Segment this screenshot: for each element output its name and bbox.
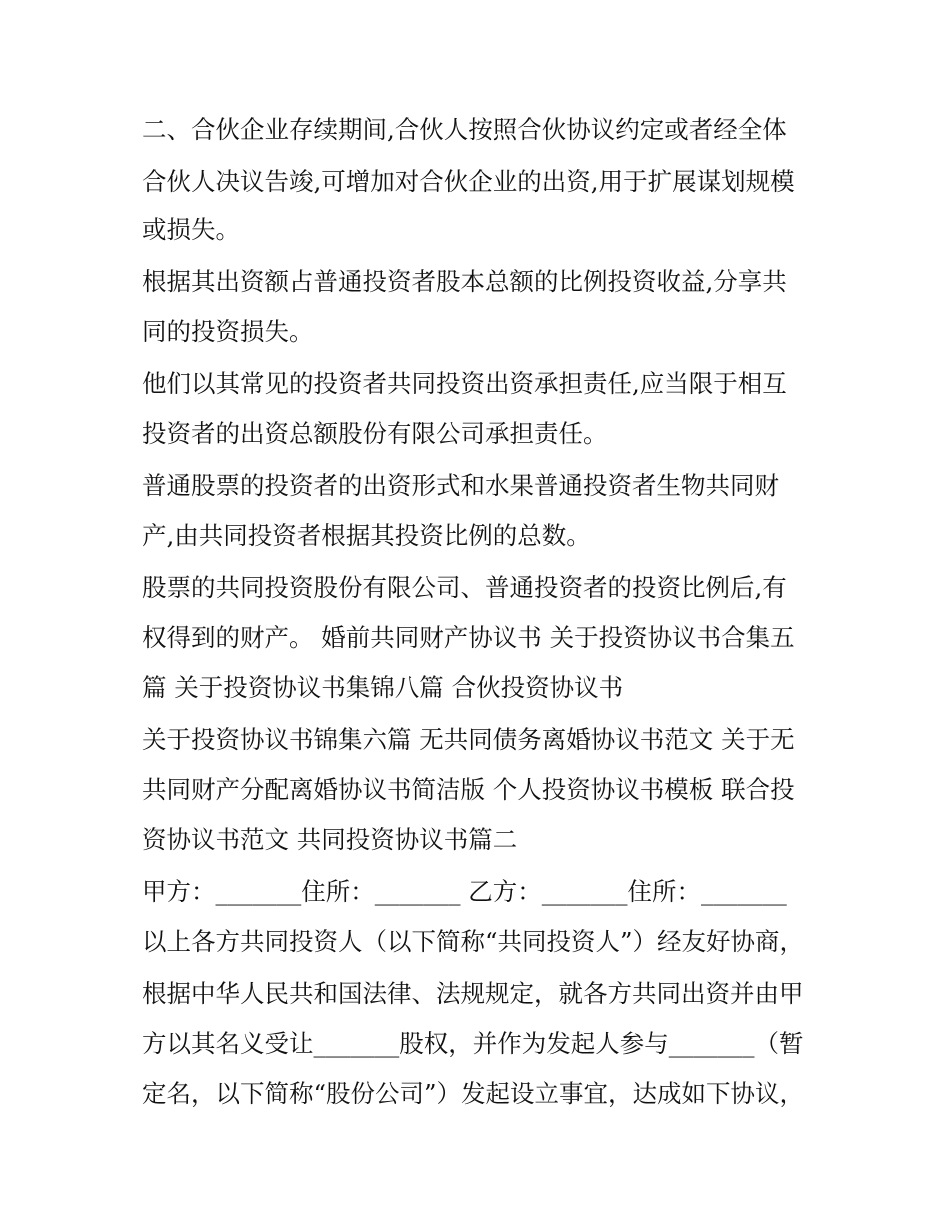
text-line: 二、合伙企业存续期间,合伙人按照合伙协议约定或者经全体 (142, 115, 787, 144)
text-line: 根据中华人民共和国法律、法规规定，就各方共同出资并由甲 (142, 979, 804, 1008)
text-line: 定名，以下简称“股份公司”）发起设立事宜，达成如下协议， (142, 1079, 805, 1108)
text-line: 资协议书范文 共同投资协议书篇二 (142, 825, 518, 854)
text-line: 共同财产分配离婚协议书简洁版 个人投资协议书模板 联合投 (142, 775, 795, 804)
text-line: 关于投资协议书锦集六篇 无共同债务离婚协议书范文 关于无 (142, 725, 795, 754)
text-line: 产,由共同投资者根据其投资比例的总数。 (142, 521, 591, 550)
text-line: 根据其出资额占普通投资者股本总额的比例投资收益,分享共 (142, 267, 787, 296)
text-line: 方以其名义受让_______股权，并作为发起人参与_______（暂 (142, 1029, 804, 1058)
text-line: 或损失。 (142, 215, 240, 244)
text-line: 普通股票的投资者的出资形式和水果普通投资者生物共同财 (142, 471, 779, 500)
text-line: 同的投资损失。 (142, 317, 314, 346)
text-line: 篇 关于投资协议书集锦八篇 合伙投资协议书 (142, 673, 624, 702)
text-line: 权得到的财产。 婚前共同财产协议书 关于投资协议书合集五 (142, 623, 795, 652)
text-line: 甲方：_______住所：_______ 乙方：_______住所：_______ (142, 877, 787, 906)
text-line: 股票的共同投资股份有限公司、普通投资者的投资比例后,有 (142, 573, 787, 602)
text-line: 投资者的出资总额股份有限公司承担责任。 (142, 419, 608, 448)
text-line: 合伙人决议告竣,可增加对合伙企业的出资,用于扩展谋划规模 (142, 167, 795, 196)
text-line: 以上各方共同投资人（以下简称“共同投资人”）经友好协商， (142, 927, 805, 956)
text-line: 他们以其常见的投资者共同投资出资承担责任,应当限于相互 (142, 369, 787, 398)
